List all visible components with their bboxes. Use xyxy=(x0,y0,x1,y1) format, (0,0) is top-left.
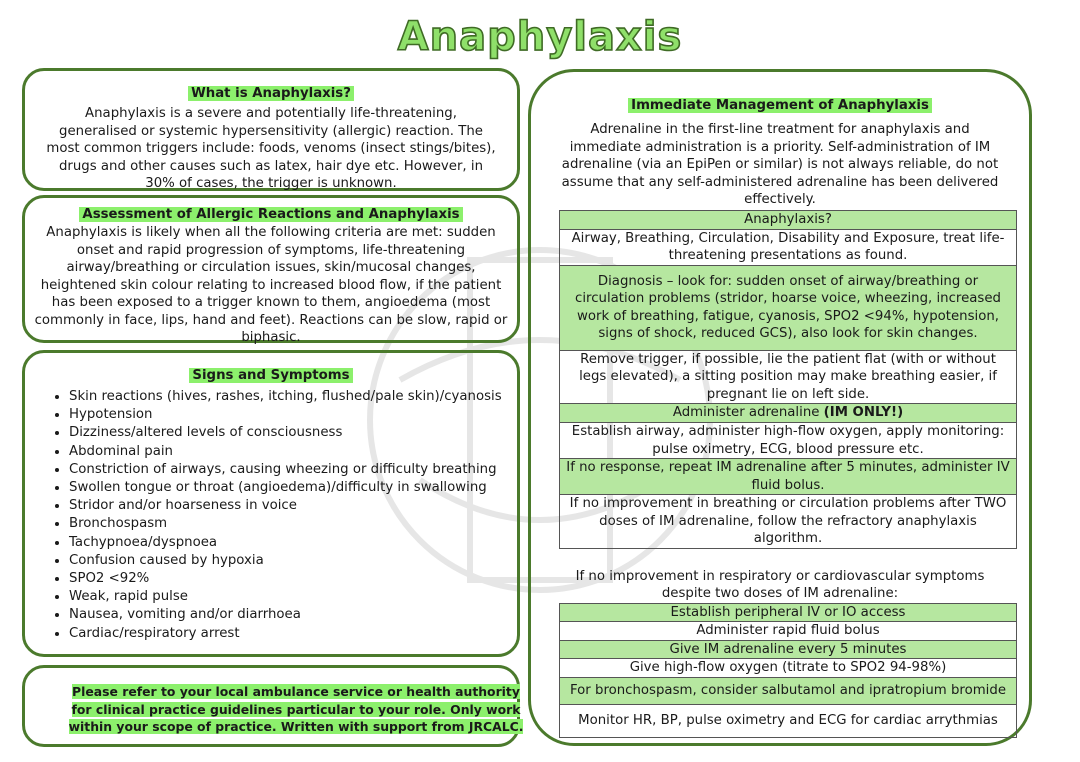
list-item: • Dizziness/altered levels of consciousness xyxy=(69,424,517,442)
disclaimer-panel xyxy=(22,665,524,747)
step-cell: Airway, Breathing, Circulation, Disability and Exposure, treat life-threatening presentations as found. xyxy=(560,229,1017,265)
signs-list xyxy=(25,388,517,643)
assessment-heading: Assessment of Allergic Reactions and Anaphylaxis xyxy=(79,207,462,222)
signs-panel xyxy=(22,350,520,657)
refractory-intro: If no improvement in respiratory or cardiovascular symptoms despite two doses of IM adrenaline: xyxy=(575,568,985,601)
refractory-cell: Establish peripheral IV or IO access xyxy=(560,603,1017,622)
im-only-label: (IM ONLY!) xyxy=(823,405,904,421)
what-is-heading: What is Anaphylaxis? xyxy=(188,86,354,101)
list-item: • Stridor and/or hoarseness in voice xyxy=(69,497,517,515)
step-cell xyxy=(560,404,1017,423)
list-item: • Skin reactions (hives, rashes, itching, flushed/pale skin)/cyanosis xyxy=(69,388,517,406)
page-title: Anaphylaxis xyxy=(397,14,683,60)
list-item: • Weak, rapid pulse xyxy=(69,588,517,606)
step-cell: Remove trigger, if possible, lie the patient flat (with or without legs elevated), a sitting position may make breathing easier, if pregnant lie on left side. xyxy=(560,350,1017,404)
list-item: • Swollen tongue or throat (angioedema)/difficulty in swallowing xyxy=(69,479,517,497)
refractory-cell: Monitor HR, BP, pulse oximetry and ECG for cardiac arrythmias xyxy=(560,704,1017,737)
management-panel xyxy=(528,69,1032,746)
disclaimer-text: Please refer to your local ambulance service or health authority for clinical practice guidelines particular to your role. Only work within your scope of practice. Written with support from JRCALC. xyxy=(68,684,524,734)
refractory-steps-table xyxy=(559,603,1017,738)
step-text: Administer adrenaline xyxy=(672,405,824,421)
list-item: • Bronchospasm xyxy=(69,515,517,533)
list-item: • SPO2 <92% xyxy=(69,570,517,588)
what-is-text: Anaphylaxis is a severe and potentially life-threatening, generalised or systemic hypersensitivity (allergic) reaction. The most common triggers include: foods, venoms (insect stings/bites), drugs and other causes such as latex, hair dye etc. However, in 30% of cases, the trigger is unknown. xyxy=(46,106,496,191)
list-item: • Cardiac/respiratory arrest xyxy=(69,625,517,643)
management-intro: Adrenaline in the first-line treatment for anaphylaxis and immediate administration is a priority. Self-administration of IM adrenaline (via an EpiPen or similar) is not always reliable, do not assume that any self-administered adrenaline has been delivered effectively. xyxy=(561,122,999,207)
refractory-cell: Give high-flow oxygen (titrate to SPO2 94-98%) xyxy=(560,659,1017,678)
refractory-cell: Administer rapid fluid bolus xyxy=(560,622,1017,641)
list-item: • Abdominal pain xyxy=(69,443,517,461)
refractory-cell: For bronchospasm, consider salbutamol and ipratropium bromide xyxy=(560,677,1017,704)
refractory-cell: Give IM adrenaline every 5 minutes xyxy=(560,640,1017,659)
list-item: • Confusion caused by hypoxia xyxy=(69,552,517,570)
list-item: • Hypotension xyxy=(69,406,517,424)
step-cell: If no improvement in breathing or circulation problems after TWO doses of IM adrenaline, follow the refractory anaphylaxis algorithm. xyxy=(560,495,1017,549)
assessment-panel xyxy=(22,195,520,343)
management-heading: Immediate Management of Anaphylaxis xyxy=(628,98,932,113)
what-is-panel xyxy=(22,68,520,191)
list-item: • Tachypnoea/dyspnoea xyxy=(69,534,517,552)
step-cell: If no response, repeat IM adrenaline after 5 minutes, administer IV fluid bolus. xyxy=(560,459,1017,495)
step-cell: Diagnosis – look for: sudden onset of airway/breathing or circulation problems (stridor, hoarse voice, wheezing, increased work of breathing, fatigue, cyanosis, SPO2 <94%, hypotension, signs of shock, reduced GCS), also look for skin changes. xyxy=(560,265,1017,350)
management-steps-table xyxy=(559,210,1017,549)
list-item: • Constriction of airways, causing wheezing or difficulty breathing xyxy=(69,461,517,479)
list-item: • Nausea, vomiting and/or diarrhoea xyxy=(69,606,517,624)
step-cell: Establish airway, administer high-flow oxygen, apply monitoring: pulse oximetry, ECG, blood pressure etc. xyxy=(560,423,1017,459)
signs-heading: Signs and Symptoms xyxy=(189,368,352,383)
assessment-text: Anaphylaxis is likely when all the following criteria are met: sudden onset and rapid progression of symptoms, life-threatening airway/breathing or circulation issues, skin/mucosal changes, heightened skin colour relating to increased blood flow, if the patient has been exposed to a trigger known to them, angioedema (most commonly in face, lips, hand and feet). Reactions can be slow, rapid or biphasic. xyxy=(34,225,508,345)
step-cell: Anaphylaxis? xyxy=(560,210,1017,229)
